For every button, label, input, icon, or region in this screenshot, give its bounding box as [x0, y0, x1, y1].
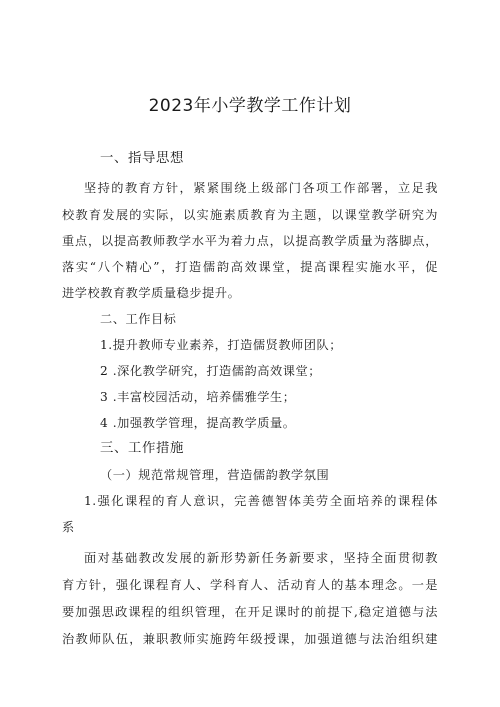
goal-item: 2 .深化教学研究，打造儒韵高效课堂； [100, 364, 321, 378]
paragraph-line: 治教师队伍，兼职教师实施跨年级授课，加强道德与法治组织建 [62, 632, 438, 646]
goal-item: 1.提升教师专业素养，打造儒贤教师团队； [100, 338, 343, 352]
section-heading-work-measures: 三、工作措施 [100, 441, 184, 456]
paragraph-line: 坚持的教育方针，紧紧围绕上级部门各项工作部署，立足我 [84, 181, 438, 195]
paragraph-line: 要加强思政课程的组织管理，在开足课时的前提下,稳定道德与法 [62, 605, 438, 619]
paragraph-line: 重点，以提高教师教学水平为着力点，以提高教学质量为落脚点， [62, 234, 438, 248]
section-heading-work-goals: 二、工作目标 [100, 312, 177, 326]
paragraph-line: 育方针，强化课程育人、学科育人、活动育人的基本理念。一是 [62, 578, 438, 592]
paragraph-line: 校教育发展的实际，以实施素质教育为主题，以课堂教学研究为 [62, 208, 438, 222]
paragraph-line: 面对基础教改发展的新形势新任务新要求，坚持全面贯彻教 [84, 551, 438, 565]
document-title: 2023年小学教学工作计划 [148, 96, 352, 116]
section-heading-guiding-ideology: 一、指导思想 [100, 151, 184, 166]
paragraph-line: 系 [62, 520, 75, 534]
paragraph-line: 1.强化课程的育人意识，完善德智体美劳全面培养的课程体 [84, 494, 438, 508]
goal-item: 4 .加强教学管理，提高教学质量。 [100, 416, 296, 430]
goal-item: 3 .丰富校园活动，培养儒雅学生； [100, 390, 296, 404]
paragraph-line: 进学校教育教学质量稳步提升。 [62, 286, 241, 300]
paragraph-line: 落实“八个精心”，打造儒韵高效课堂，提高课程实施水平，促 [62, 260, 438, 274]
subsection-heading: （一）规范常规管理，营造儒韵教学氛围 [100, 468, 330, 482]
